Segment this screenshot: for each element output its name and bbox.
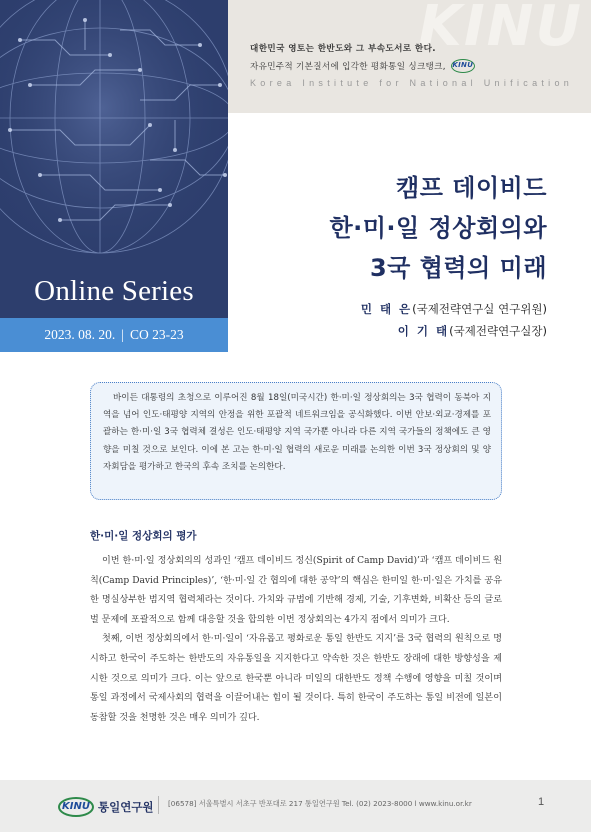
mission-line-1: 대한민국 영토는 한반도와 그 부속도서로 한다. — [250, 44, 436, 54]
globe-graphic — [0, 0, 228, 270]
section-body — [90, 552, 502, 728]
summary-box: 바이든 대통령의 초청으로 이루어진 8월 18일(미국시간) 한·미·일 정상회의는 3국 협력이 동북아 지역을 넘어 인도·태평양 지역의 안정을 위한 포괄적 네트워크임을 공식화했다. 이번 안보·외교·경제를 포괄하는 한·미·일 3국 협력체 결성은 인도·태평양 지역 국가뿐 아니라 다른 지역 국가들의 정책에도 큰 영향을 미칠 것으로 보인다. 이에 본 고는 한·미·일 협력의 새로운 미래를 논의한 이번 3국 정상회의 및 양자회담을 평가하고 한국의 후속 조치를 논의한다. — [90, 382, 502, 500]
footer-org-name: 통일연구원 — [98, 800, 154, 814]
issue-code: CO 23-23 — [129, 327, 184, 342]
kinu-logo-icon: KINU — [58, 797, 94, 817]
author-1-name: 민 태 은 — [360, 302, 413, 316]
issue-bar — [0, 318, 228, 352]
kinu-logo-icon: KINU — [451, 59, 475, 73]
author-1 — [361, 298, 547, 320]
mission-line-2 — [250, 59, 475, 73]
title-line-1: 캠프 데이비드 — [396, 174, 547, 202]
page-number: 1 — [538, 796, 545, 808]
author-2-name: 이 기 태 — [397, 324, 450, 338]
footer-address: [06578] 서울특별시 서초구 반포대로 217 통일연구원 Tel. (02) 2023-8000 l www.kinu.or.kr — [168, 799, 472, 808]
page-footer — [0, 780, 591, 832]
author-2 — [361, 320, 547, 342]
kinu-watermark: KINU — [418, 0, 583, 59]
author-list — [361, 298, 547, 342]
author-2-affiliation: (국제전략연구실장) — [449, 324, 547, 338]
section-heading: 한·미·일 정상회의 평가 — [90, 530, 197, 542]
footer-divider — [158, 796, 159, 814]
header-box — [228, 0, 591, 113]
issue-separator: | — [121, 327, 124, 342]
footer-logo — [58, 797, 154, 817]
body-paragraph-1: 이번 한·미·일 정상회의의 성과인 ‘캠프 데이비드 정신(Spirit of Camp David)’과 ‘캠프 데이비드 원칙(Camp David Principles)’, ‘한·미·일 간 협의에 대한 공약’의 핵심은 한미일 한·미·일은 가치를 공유한 명실상부한 범지역 협력체라는 것이다. 가치와 규범에 기반해 경제, 기술, 기후변화, 비확산 등의 글로벌 문제에 포괄적으로 함께 대응할 것을 합의한 이번 정상회의는 4가지 점에서 의미가 크다. — [90, 556, 502, 625]
cover-panel — [0, 0, 228, 318]
author-1-affiliation: (국제전략연구실 연구위원) — [412, 302, 547, 316]
document-title — [329, 168, 547, 288]
mission-line-2-text: 자유민주적 기본질서에 입각한 평화통일 싱크탱크, — [250, 62, 446, 72]
body-paragraph-2: 첫째, 이번 정상회의에서 한·미·일이 ‘자유롭고 평화로운 통일 한반도 지지’를 3국 협력의 원칙으로 명시하고 한국이 주도하는 한반도의 자유통일을 지지한다고 약속한 것은 한반도 장래에 대한 방향성을 제시한 것으로 의미가 크다. 이는 앞으로 한국뿐 아니라 미일의 대한반도 정책 수행에 영향을 미칠 것이며 통일 과정에서 국제사회의 협력을 이끌어내는 힘이 될 것이다. 특히 한국이 주도하는 통일 비전에 일본이 동참할 것을 천명한 것은 매우 의미가 깊다. — [90, 634, 502, 723]
issue-date: 2023. 08. 20. — [44, 327, 116, 342]
title-line-3: 3국 협력의 미래 — [369, 254, 547, 282]
title-line-2: 한·미·일 정상회의와 — [329, 214, 547, 242]
series-title: Online Series — [34, 275, 194, 307]
institute-name-en: Korea Institute for National Unification — [250, 78, 574, 88]
